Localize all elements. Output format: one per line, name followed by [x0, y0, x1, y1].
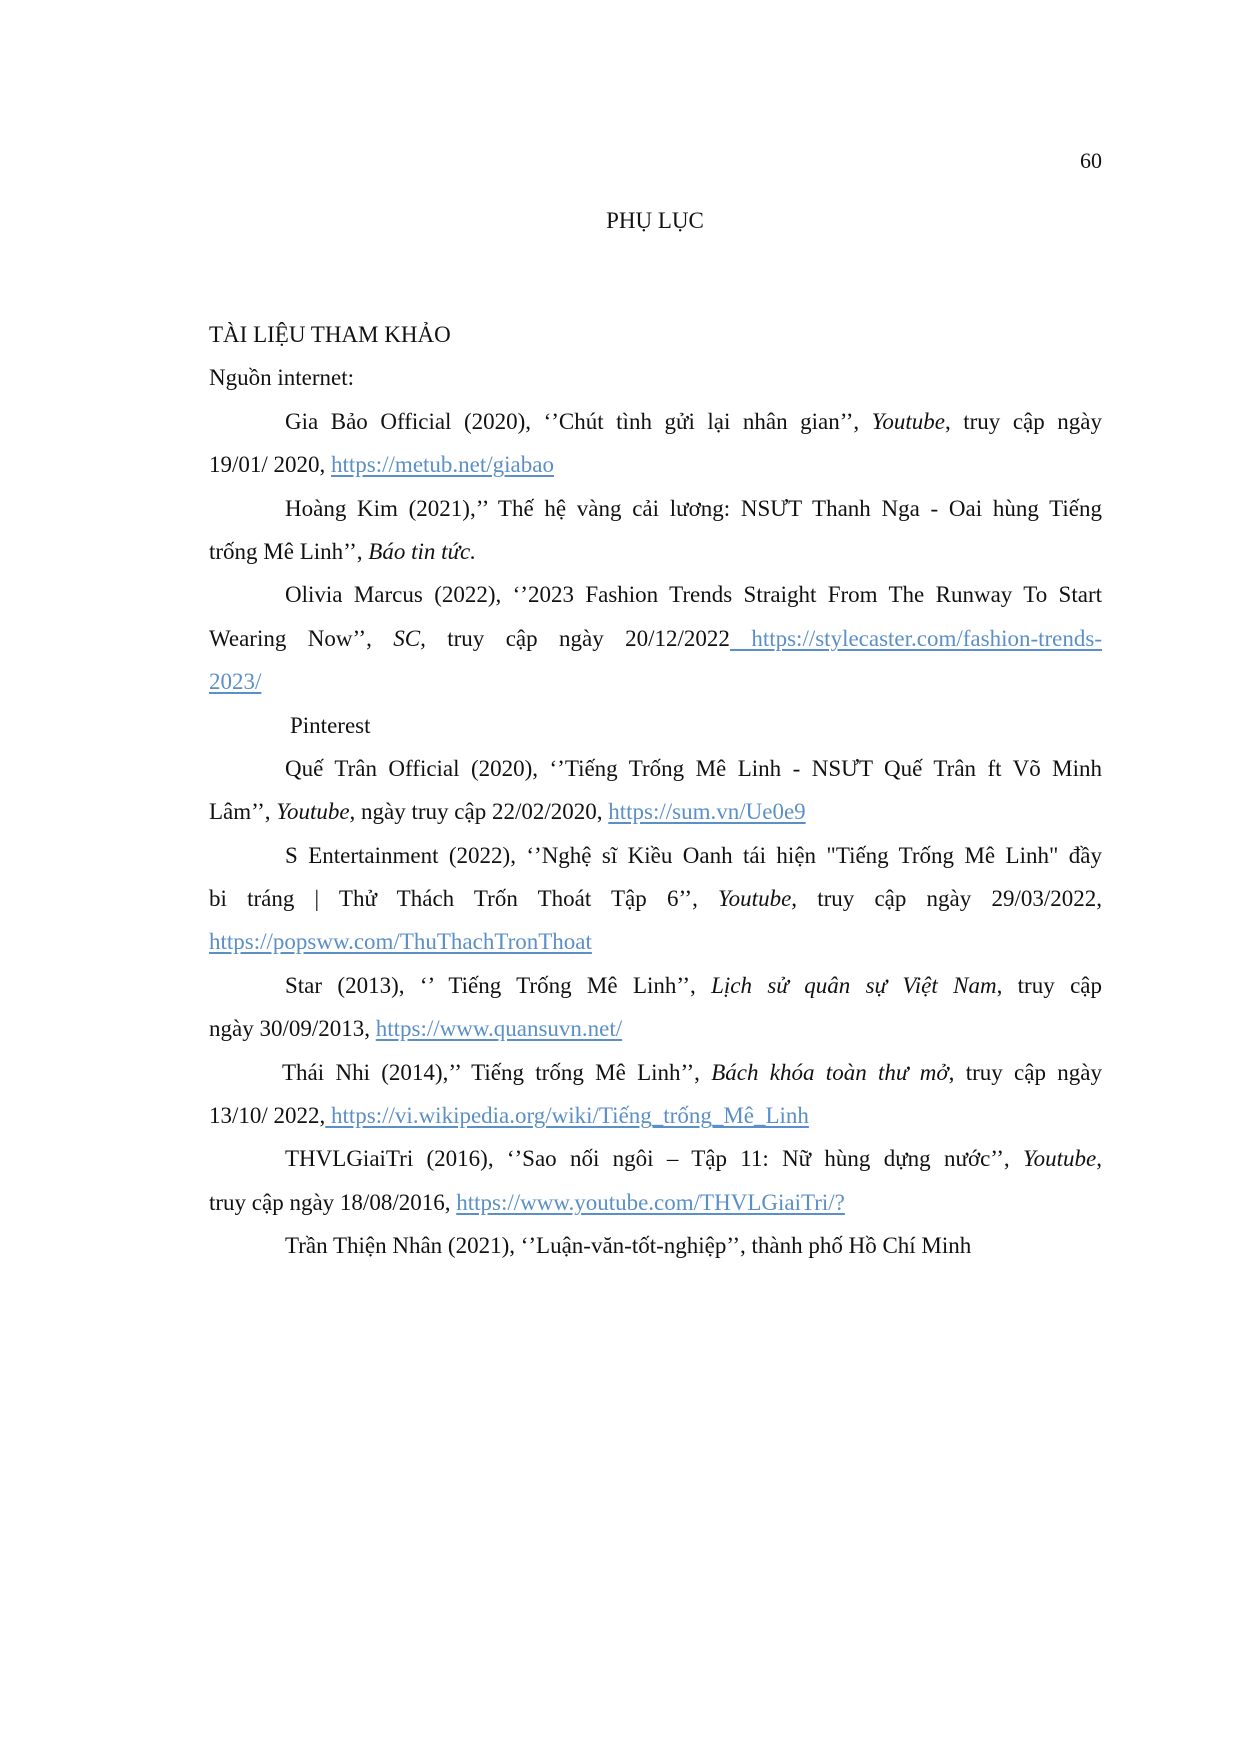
- source-title: Youtube: [871, 408, 945, 434]
- reference-text: TÀI LIỆU THAM KHẢO: [209, 322, 451, 347]
- source-title: Lịch sử quân sự Việt Nam: [711, 972, 997, 998]
- reference-text: S Entertainment (2022), ‘’Nghệ sĩ Kiều Oanh tái hiện "Tiếng Trống Mê Linh" đầy: [285, 842, 1102, 868]
- reference-text: , truy cập ngày: [948, 1059, 1102, 1085]
- reference-line: [209, 443, 1102, 486]
- reference-text: Hoàng Kim (2021),’’ Thế hệ vàng cải lương: NSƯT Thanh Nga - Oai hùng Tiếng: [285, 495, 1102, 521]
- reference-line: [209, 1051, 1102, 1094]
- reference-link[interactable]: https://www.youtube.com/THVLGiaiTri/?: [456, 1189, 845, 1215]
- reference-text: Pinterest: [290, 712, 371, 738]
- reference-line: [209, 747, 1102, 790]
- source-title: Youtube: [1022, 1146, 1097, 1172]
- reference-line: [209, 834, 1102, 877]
- reference-link[interactable]: https://sum.vn/Ue0e9: [608, 799, 806, 825]
- section-heading: [209, 313, 1102, 356]
- reference-link[interactable]: 2023/: [209, 669, 262, 695]
- reference-text: Olivia Marcus (2022), ‘’2023 Fashion Trends Straight From The Runway To Start: [285, 582, 1102, 608]
- reference-text: ngày 30/09/2013,: [209, 1016, 376, 1042]
- reference-text: truy cập ngày 20/12/2022: [425, 625, 730, 651]
- reference-text: 19/01/ 2020,: [209, 452, 332, 478]
- reference-text: , truy cập ngày 29/03/2022,: [791, 886, 1102, 912]
- reference-line: [209, 400, 1102, 443]
- reference-link[interactable]: https://www.quansuvn.net/: [375, 1016, 623, 1042]
- reference-text: bi tráng | Thử Thách Trốn Thoát Tập 6’’,: [209, 886, 718, 912]
- reference-text: Star (2013), ‘’ Tiếng Trống Mê Linh’’,: [285, 972, 712, 998]
- source-title: SC,: [393, 625, 426, 651]
- subsection-label: [209, 356, 1102, 399]
- reference-line: [209, 920, 1102, 963]
- reference-text: trống Mê Linh’’,: [209, 538, 369, 564]
- reference-line: [209, 704, 1102, 747]
- reference-line: [209, 487, 1102, 530]
- reference-line: [209, 877, 1102, 920]
- reference-link[interactable]: https://vi.wikipedia.org/wiki/Tiếng_trống_Mê_Linh: [325, 1103, 809, 1129]
- reference-line: [209, 573, 1102, 616]
- reference-line: [209, 617, 1102, 660]
- reference-line: [209, 660, 1102, 703]
- reference-line: [209, 530, 1102, 573]
- reference-text: truy cập ngày 18/08/2016,: [209, 1189, 457, 1215]
- reference-text: THVLGiaiTri (2016), ‘’Sao nối ngôi – Tập 11: Nữ hùng dựng nước’’,: [285, 1146, 1023, 1172]
- references-body: [209, 313, 1102, 1268]
- reference-text: Trần Thiện Nhân (2021), ‘’Luận-văn-tốt-nghiệp’’, thành phố Hồ Chí Minh: [285, 1233, 972, 1259]
- reference-line: [209, 1181, 1102, 1224]
- reference-line: [209, 1137, 1102, 1180]
- reference-text: Quế Trân Official (2020), ‘’Tiếng Trống Mê Linh - NSƯT Quế Trân ft Võ Minh: [285, 755, 1102, 781]
- reference-text: Gia Bảo Official (2020), ‘’Chút tình gửi lại nhân gian’’,: [285, 408, 872, 434]
- reference-link[interactable]: https://popsww.com/ThuThachTronThoat: [209, 929, 592, 955]
- source-title: Youtube: [276, 799, 350, 825]
- source-title: Báo tin tức.: [368, 538, 476, 564]
- reference-text: Lâm’’,: [209, 799, 277, 825]
- page-title: PHỤ LỤC: [606, 208, 704, 233]
- reference-line: [209, 1094, 1102, 1137]
- reference-line: [209, 790, 1102, 833]
- reference-line: [209, 964, 1102, 1007]
- reference-text: 13/10/ 2022,: [209, 1103, 326, 1129]
- reference-link[interactable]: https://metub.net/giabao: [331, 452, 554, 478]
- reference-text: ,: [1096, 1146, 1102, 1172]
- reference-link[interactable]: https://stylecaster.com/fashion-trends-: [729, 625, 1102, 651]
- reference-line: [209, 1224, 1102, 1267]
- source-title: Bách khóa toàn thư mở: [711, 1059, 949, 1085]
- reference-line: [209, 1007, 1102, 1050]
- reference-text: Wearing Now’’,: [209, 625, 394, 651]
- reference-text: , ngày truy cập 22/02/2020,: [349, 799, 609, 825]
- reference-text: , truy cập: [996, 972, 1102, 998]
- page-number: 60: [1080, 148, 1102, 173]
- reference-text: Nguồn internet:: [209, 365, 354, 391]
- reference-text: Thái Nhi (2014),’’ Tiếng trống Mê Linh’’,: [282, 1059, 712, 1085]
- source-title: Youtube: [718, 886, 792, 912]
- reference-text: , truy cập ngày: [944, 408, 1102, 434]
